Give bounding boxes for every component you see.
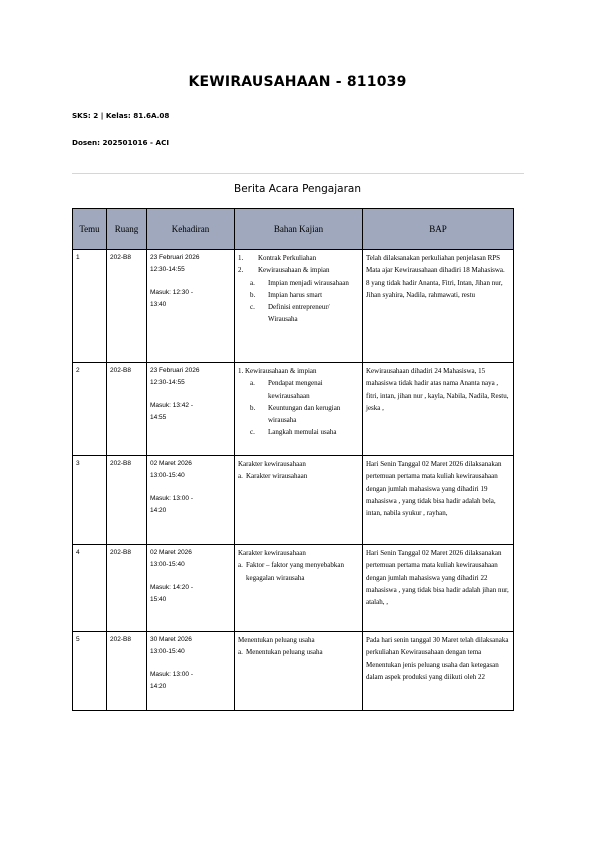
- cell-kehadiran: [147, 632, 235, 711]
- list-marker: 1.: [238, 254, 244, 262]
- header-bahan-kajian: Bahan Kajian: [235, 209, 363, 250]
- cell-bahan-kajian: [235, 363, 363, 456]
- list-marker: b.: [250, 290, 256, 299]
- attendance-time: 12:30-14:55: [150, 379, 185, 387]
- list-marker: a.: [238, 648, 243, 657]
- list-marker: a.: [238, 472, 243, 481]
- attendance-in: Masuk: 13:00 -: [150, 670, 193, 678]
- sub-item: [238, 646, 359, 658]
- attendance-date: 23 Februari 2026: [150, 367, 200, 374]
- cell-ruang: 202-B8: [107, 632, 147, 711]
- sub-item: [238, 289, 359, 301]
- list-marker: c.: [250, 428, 255, 437]
- list-marker: a.: [250, 278, 255, 287]
- list-text: Menentukan peluang usaha: [246, 648, 323, 657]
- list-item: [238, 264, 359, 276]
- table-row: [73, 363, 514, 456]
- cell-bahan-kajian: [235, 250, 363, 363]
- list-text: Faktor – faktor yang menyebabkan kegagalan wirausaha: [246, 561, 344, 582]
- topic-heading: 1. Kewirausahaan & impian: [238, 367, 317, 375]
- cell-temu: 4: [73, 545, 107, 632]
- list-text: Kontrak Perkuliahan: [258, 254, 317, 262]
- attendance-date: 30 Maret 2026: [150, 636, 192, 643]
- divider: [72, 173, 524, 174]
- cell-bahan-kajian: [235, 456, 363, 545]
- cell-bahan-kajian: [235, 545, 363, 632]
- table-header-row: [73, 209, 514, 250]
- list-marker: a.: [238, 561, 243, 570]
- attendance-in: Masuk: 14:20 -: [150, 583, 193, 591]
- topic-heading: Karakter kewirausahaan: [238, 460, 306, 468]
- teaching-record-table: [72, 208, 514, 711]
- cell-ruang: 202-B8: [107, 545, 147, 632]
- cell-temu: 2: [73, 363, 107, 456]
- header-kehadiran: Kehadiran: [147, 209, 235, 250]
- table-row: [73, 632, 514, 711]
- cell-kehadiran: [147, 363, 235, 456]
- cell-ruang: 202-B8: [107, 363, 147, 456]
- attendance-in-end: 14:55: [150, 413, 167, 421]
- list-marker: 2.: [238, 266, 244, 275]
- sub-item: [238, 301, 359, 326]
- cell-bap: Pada hari senin tanggal 30 Maret telah dilaksanaka perkuliahan Kewirausahaan dengan tema Menentukan jenis peluang usaha dan ketegasan dalam aspek produksi yang diikuti oleh 22: [363, 632, 514, 711]
- list-marker: c.: [250, 303, 255, 312]
- list-marker: b.: [250, 403, 256, 412]
- cell-kehadiran: [147, 250, 235, 363]
- attendance-time: 13:00-15:40: [150, 648, 185, 656]
- attendance-time: 12:30-14:55: [150, 266, 185, 274]
- sub-item: [238, 426, 359, 438]
- sub-item: [238, 277, 359, 289]
- table-row: [73, 250, 514, 363]
- attendance-date: 23 Februari 2026: [150, 254, 200, 261]
- table-row: [73, 545, 514, 632]
- attendance-in-end: 14:20: [150, 682, 167, 690]
- table-row: [73, 456, 514, 545]
- cell-bahan-kajian: [235, 632, 363, 711]
- list-text: Langkah memulai usaha: [268, 428, 337, 437]
- cell-bap: Hari Senin Tanggal 02 Maret 2026 dilaksanakan pertemuan pertama mata kuliah kewirausahaan dengan jumlah mahasiswa yang dihadiri 22 mahasiswa , yang tidak bisa hadir adalah jihan nur, atalah, ,: [363, 545, 514, 632]
- attendance-time: 13:00-15:40: [150, 472, 185, 480]
- course-title: KEWIRAUSAHAAN - 811039: [188, 74, 407, 90]
- cell-kehadiran: [147, 545, 235, 632]
- attendance-in: Masuk: 13:42 -: [150, 401, 193, 409]
- sub-item: [238, 470, 359, 482]
- cell-bap: Kewirausahaan dihadiri 24 Mahasiswa, 15 mahasiswa tidak hadir atas nama Ananta naya , fitri, intan, jihan nur , kayla, Nabila, Nadila, Restu, jeska ,: [363, 363, 514, 456]
- cell-kehadiran: [147, 456, 235, 545]
- section-title: Berita Acara Pengajaran: [233, 183, 361, 195]
- sub-item: [238, 377, 359, 402]
- sub-item: [238, 402, 359, 427]
- cell-temu: 1: [73, 250, 107, 363]
- cell-ruang: 202-B8: [107, 250, 147, 363]
- lecturer-info: Dosen: 202501016 - ACI: [72, 138, 170, 147]
- cell-bap: Telah dilaksanakan perkuliahan penjelasan RPS Mata ajar Kewirausahaan dihadiri 18 Mahasiswa. 8 yang tidak hadir Ananta, Fitri, Intan, Jihan nur, Jihan syahira, Nadila, rahmawati, restu: [363, 250, 514, 363]
- list-text: Impian harus smart: [268, 290, 323, 299]
- header-temu: Temu: [73, 209, 107, 250]
- attendance-in-end: 14:20: [150, 506, 167, 514]
- list-text: Kewirausahaan & impian: [258, 266, 330, 275]
- list-text: Definisi entrepreneur/ Wirausaha: [268, 303, 330, 324]
- cell-temu: 5: [73, 632, 107, 711]
- attendance-date: 02 Maret 2026: [150, 460, 192, 467]
- sub-item: [238, 559, 359, 584]
- sks-class-info: SKS: 2 | Kelas: 81.6A.08: [72, 111, 170, 120]
- list-marker: a.: [250, 379, 255, 388]
- list-text: Pendapat mengenai kewirausahaan: [268, 379, 323, 400]
- cell-ruang: 202-B8: [107, 456, 147, 545]
- list-text: Impian menjadi wirausahaan: [268, 278, 349, 287]
- list-item: [238, 252, 359, 264]
- attendance-in: Masuk: 13:00 -: [150, 494, 193, 502]
- list-text: Karakter wirausahaan: [246, 472, 308, 481]
- attendance-date: 02 Maret 2026: [150, 549, 192, 556]
- attendance-in: Masuk: 12:30 -: [150, 288, 193, 296]
- header-ruang: Ruang: [107, 209, 147, 250]
- list-text: Keuntungan dan kerugian wirausaha: [268, 403, 341, 425]
- topic-heading: Karakter kewirausahaan: [238, 549, 306, 557]
- attendance-time: 13:00-15:40: [150, 561, 185, 569]
- cell-temu: 3: [73, 456, 107, 545]
- header-bap: BAP: [363, 209, 514, 250]
- cell-bap: Hari Senin Tanggal 02 Maret 2026 dilaksanakan pertemuan pertama mata kuliah kewirausahaan dengan jumlah mahasiswa yang dihadiri 19 mahasiswa , yang tidak bisa hadir adalah bela, intan, nabila syukur , rayhan,: [363, 456, 514, 545]
- attendance-in-end: 15:40: [150, 595, 167, 603]
- topic-heading: Menentukan peluang usaha: [238, 636, 315, 644]
- attendance-in-end: 13:40: [150, 300, 167, 308]
